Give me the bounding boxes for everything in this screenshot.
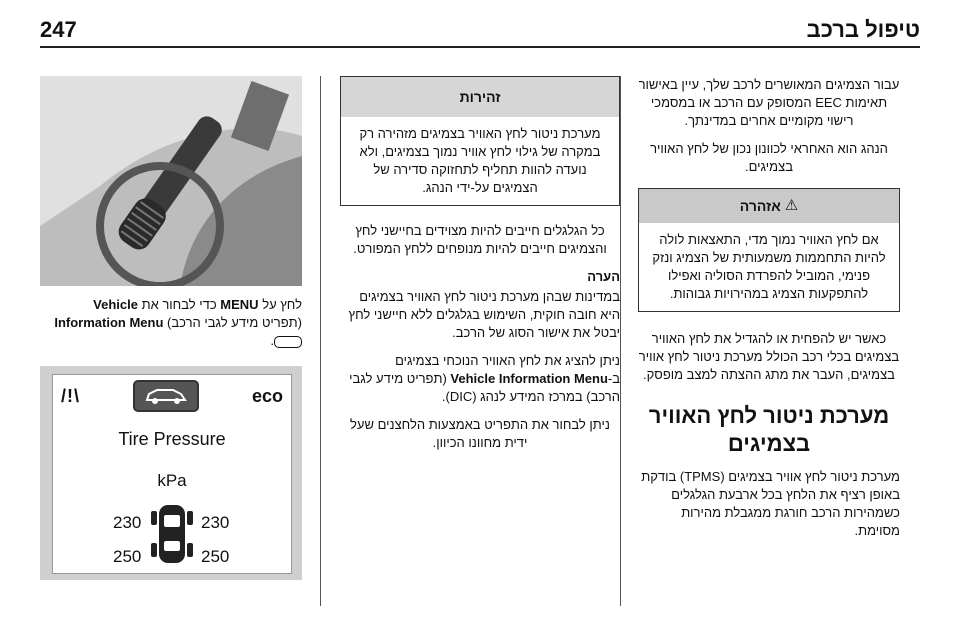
note-label: הערה (587, 269, 620, 284)
tpms-text: מערכת ניטור לחץ אוויר בצמיגים (TPMS) בודקת באופן רציף את הלחץ בכל ארבעת הגלגלים כשמהירות הרכב חורגת ממגבלת מהירות מסוימת. (641, 469, 900, 538)
rear-left-pressure: 250 (113, 547, 142, 566)
right-column (638, 76, 900, 550)
car-symbol-icon (274, 336, 302, 348)
rear-right-pressure: 250 (201, 547, 230, 566)
adjust-note: כאשר יש להפחית או להגדיל את לחץ האוויר בצמיגים בכלי רכב הכולל מערכת ניטור לחץ אוויר בצמיגים, העבר את מתג ההצתה למצב מופסק. (638, 331, 900, 382)
caption-info-menu: Information Menu (54, 315, 164, 330)
eco-indicator: eco (251, 385, 283, 406)
header-title: טיפול ברכב (806, 17, 920, 42)
wheels-text: כל הגלגלים חייבים להיות מצוידים בחיישני לחץ והצמיגים חייבים להיות מנופחים ללחץ המפורט. (353, 223, 607, 256)
warning-triangle-icon: ⚠ (784, 197, 799, 214)
front-left-pressure: 230 (113, 513, 142, 532)
car-top-view-icon (149, 501, 195, 567)
column-divider-left (320, 76, 321, 606)
caption-a: לחץ על (262, 297, 302, 312)
steering-stalk-photo (40, 76, 302, 286)
section-title: מערכת ניטור לחץ האוויר בצמיגים (648, 403, 890, 456)
caution-title: זהירות (341, 77, 619, 117)
intro-text: עבור הצמיגים המאושרים לרכב שלך, עיין באישור תאימות EEC המסופק עם הרכב או במסמכי רישוי מקומיים אחרים במדינתך. (638, 77, 900, 128)
warning-heading (639, 189, 899, 223)
caution-text: מערכת ניטור לחץ האוויר בצמיגים מזהירה רק במקרה של גילוי לחץ אוויר נמוך בצמיגים, ולא נועדה להוות תחליף לתחזוקה סדירה של הצמיגים על-ידי הנהג. (359, 126, 601, 195)
dic-status-icons (61, 381, 283, 411)
caption-c: (תפריט מידע לגבי הרכב) (167, 315, 302, 330)
caption-vehicle: Vehicle (93, 297, 138, 312)
pressure-unit: kPa (157, 471, 187, 490)
front-right-pressure: 230 (201, 513, 230, 532)
tire-pressure-title: Tire Pressure (118, 429, 226, 449)
display-text-a: ניתן להציג את לחץ האוויר הנוכחי בצמיגים ב- (395, 353, 620, 386)
display-text (340, 352, 620, 406)
note-text: במדינות שבהן מערכת ניטור לחץ האוויר בצמיגים היא חובה חוקית, השימוש בגלגלים ללא חיישני לחץ יבטל את אישור הסוג של הרכב. (348, 289, 620, 340)
caution-box (340, 76, 620, 206)
warning-box (638, 188, 900, 312)
vehicle-information-menu-label: Vehicle Information Menu (450, 371, 608, 386)
warning-text: אם לחץ האוויר נמוך מדי, התאצאות לולה להיות התחממות משמעותית של הצמיג ונזק פנימי, המוביל להפרדת הסוליה ואפילו להתפקעות הצמיג במהירויות גבוהות. (652, 232, 886, 301)
photo-caption (40, 296, 302, 350)
page-number: 247 (40, 17, 77, 42)
steering-stalk-illustration (40, 76, 302, 286)
caption-b: כדי לבחור את (141, 297, 217, 312)
dic-display-figure (40, 366, 302, 580)
driver-note: הנהג הוא האחראי לכוונון נכון של לחץ האוויר בצמיגים. (650, 141, 888, 174)
select-text: ניתן לבחור את התפריט באמצעות הלחצנים שעל ידית מחוונו הכיוון. (350, 417, 610, 450)
service-warning-icon: /!\ (61, 385, 80, 406)
car-icon (143, 387, 189, 405)
column-divider-right (620, 76, 621, 606)
page-header (40, 14, 920, 48)
dic-screen (52, 374, 292, 574)
vehicle-menu-icon (133, 380, 199, 412)
middle-column (340, 76, 620, 462)
caption-period: . (270, 333, 274, 348)
display-text-c: (תפריט מידע לגבי הרכב) במרכז המידע לנהג (DIC). (349, 371, 620, 404)
warning-title: אזהרה (739, 198, 781, 214)
caption-menu: MENU (220, 297, 259, 312)
